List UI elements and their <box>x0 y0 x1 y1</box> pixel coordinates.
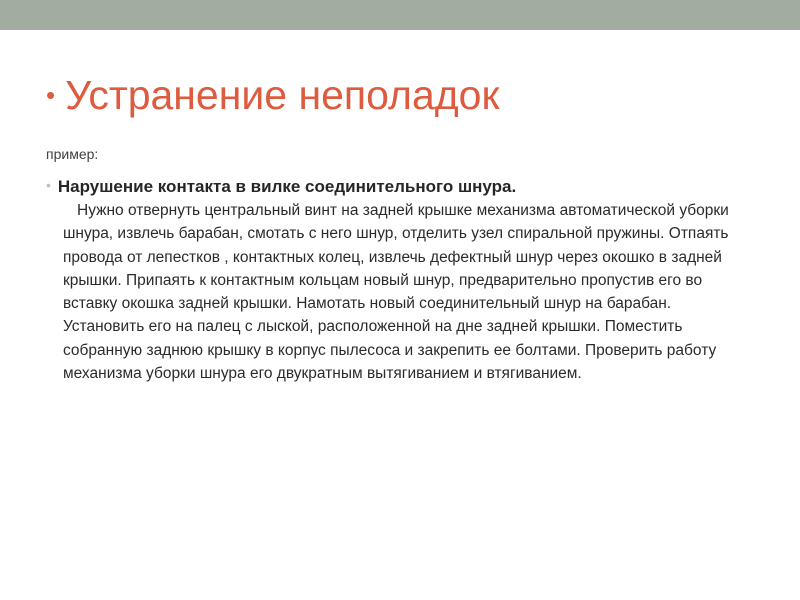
point-heading-row <box>46 178 746 195</box>
slide-title: Устранение неполадок <box>65 71 500 118</box>
title-bullet: • <box>46 80 56 110</box>
title-row <box>46 70 499 120</box>
intro-label: пример: <box>46 146 99 162</box>
point-heading: Нарушение контакта в вилке соединительного шнура. <box>57 177 517 196</box>
point-bullet: • <box>46 177 51 193</box>
top-bar <box>0 0 800 30</box>
bullet-point <box>46 178 746 385</box>
point-body-text: Нужно отвернуть центральный винт на задней крышке механизма автоматической уборки шнура, извлечь барабан, смотать с него шнур, отделить узел спиральной пружины. Отпаять провода от лепестков , контактных колец, извлечь дефектный шнур через окошко в задней крышки. Припаять к контактным кольцам новый шнур, предварительно пропустив его во вставку окошка задней крышки. Намотать новый соединительный шнур на барабан. Установить его на палец с лыской, расположенной на дне задней крышки. Поместить собранную заднюю крышку в корпус пылесоса и закрепить ее болтами. Проверить работу механизма уборки шнура его двукратным вытягиванием и втягиванием. <box>63 202 729 383</box>
